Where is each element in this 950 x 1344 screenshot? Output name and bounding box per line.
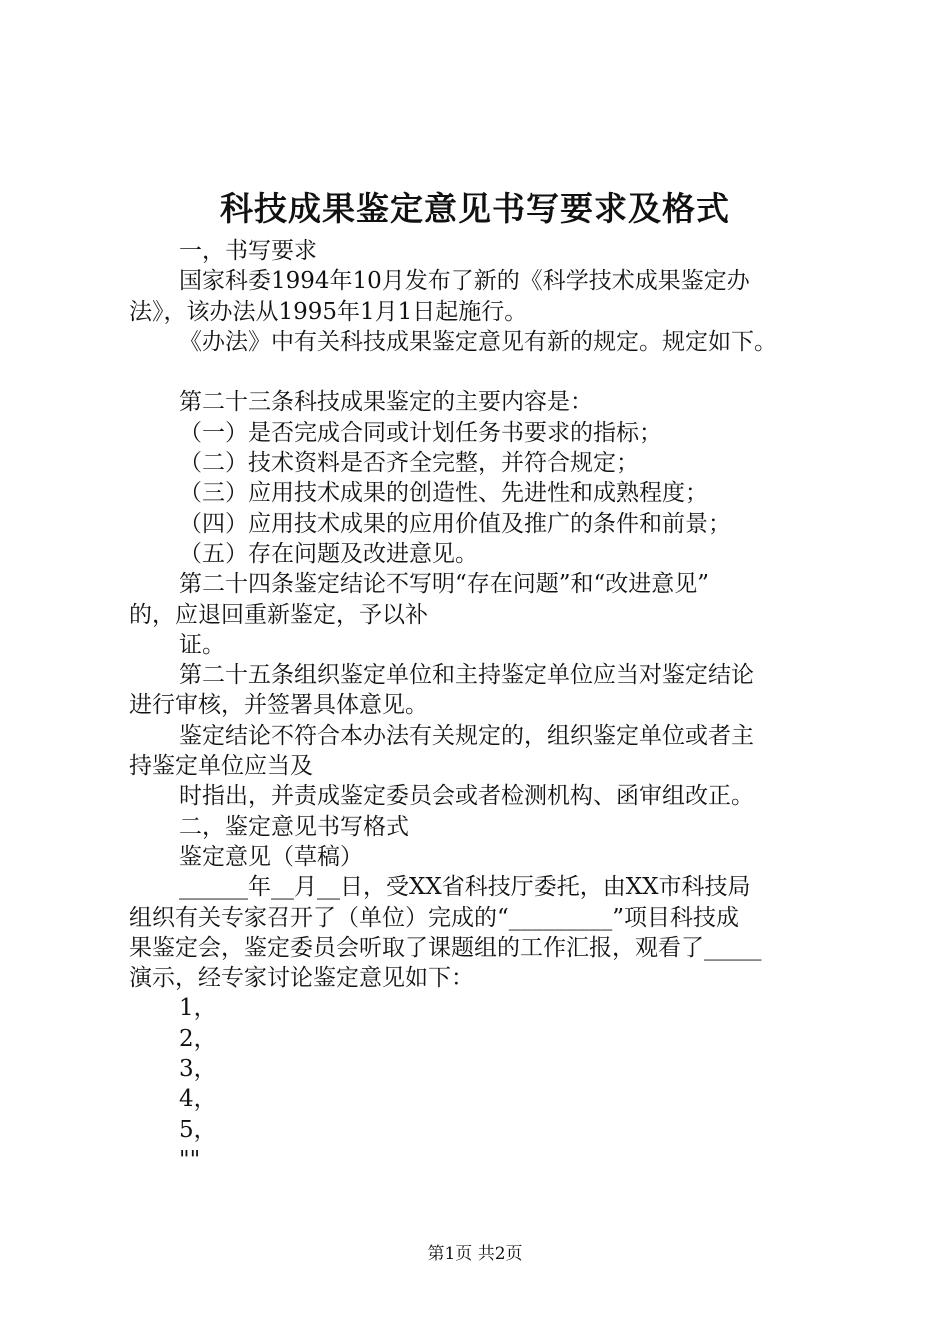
paragraph-line: 进行审核，并签署具体意见。 bbox=[129, 692, 428, 719]
blank-line bbox=[129, 357, 839, 387]
list-item: 3， bbox=[179, 1056, 217, 1083]
article-line: 第二十四条鉴定结论不写明“存在问题”和“改进意见” bbox=[179, 571, 710, 598]
list-item: （五）存在问题及改进意见。 bbox=[179, 540, 478, 567]
list-item: 4， bbox=[179, 1086, 217, 1113]
paragraph-line: 组织有关专家召开了（单位）完成的“_________”项目科技成 bbox=[129, 904, 740, 931]
article-line: 第二十三条科技成果鉴定的主要内容是： bbox=[179, 389, 593, 416]
paragraph-line: ______年__月__日，受XX省科技厅委托，由XX市科技局 bbox=[179, 874, 751, 901]
list-item: （四）应用技术成果的应用价值及推广的条件和前景； bbox=[179, 510, 731, 537]
paragraph-line: 果鉴定会，鉴定委员会听取了课题组的工作汇报，观看了_____ bbox=[129, 934, 762, 961]
document-title: 科技成果鉴定意见书写要求及格式 bbox=[220, 189, 730, 228]
paragraph-line: 的，应退回重新鉴定，予以补 bbox=[129, 601, 428, 628]
paragraph-line: 法》，该办法从1995年1月1日起施行。 bbox=[129, 298, 528, 325]
list-item: 2， bbox=[179, 1025, 217, 1052]
paragraph-line: 国家科委1994年10月发布了新的《科学技术成果鉴定办 bbox=[179, 268, 750, 295]
paragraph-line: 时指出，并责成鉴定委员会或者检测机构、函审组改正。 bbox=[179, 783, 754, 810]
paragraph-line: 证。 bbox=[179, 631, 225, 658]
list-item: 1， bbox=[179, 995, 217, 1022]
paragraph-line: 鉴定结论不符合本办法有关规定的，组织鉴定单位或者主 bbox=[179, 722, 754, 749]
subheading: 鉴定意见（草稿） bbox=[179, 843, 363, 870]
list-item: （二）技术资料是否齐全完整，并符合规定； bbox=[179, 450, 639, 477]
paragraph-line: "" bbox=[179, 1146, 201, 1173]
section-heading: 一，书写要求 bbox=[179, 238, 317, 264]
section-heading: 二，鉴定意见书写格式 bbox=[179, 813, 409, 840]
paragraph-line: 持鉴定单位应当及 bbox=[129, 753, 313, 780]
list-item: （三）应用技术成果的创造性、先进性和成熟程度； bbox=[179, 480, 708, 507]
document-body bbox=[129, 236, 839, 1175]
list-item: （一）是否完成合同或计划任务书要求的指标； bbox=[179, 419, 662, 446]
paragraph-line: 演示，经专家讨论鉴定意见如下： bbox=[129, 965, 474, 992]
paragraph-line: 《办法》中有关科技成果鉴定意见有新的规定。规定如下。 bbox=[179, 328, 777, 355]
page-footer: 第1页 共2页 bbox=[427, 1244, 523, 1264]
article-line: 第二十五条组织鉴定单位和主持鉴定单位应当对鉴定结论 bbox=[179, 662, 754, 689]
list-item: 5， bbox=[179, 1116, 217, 1143]
